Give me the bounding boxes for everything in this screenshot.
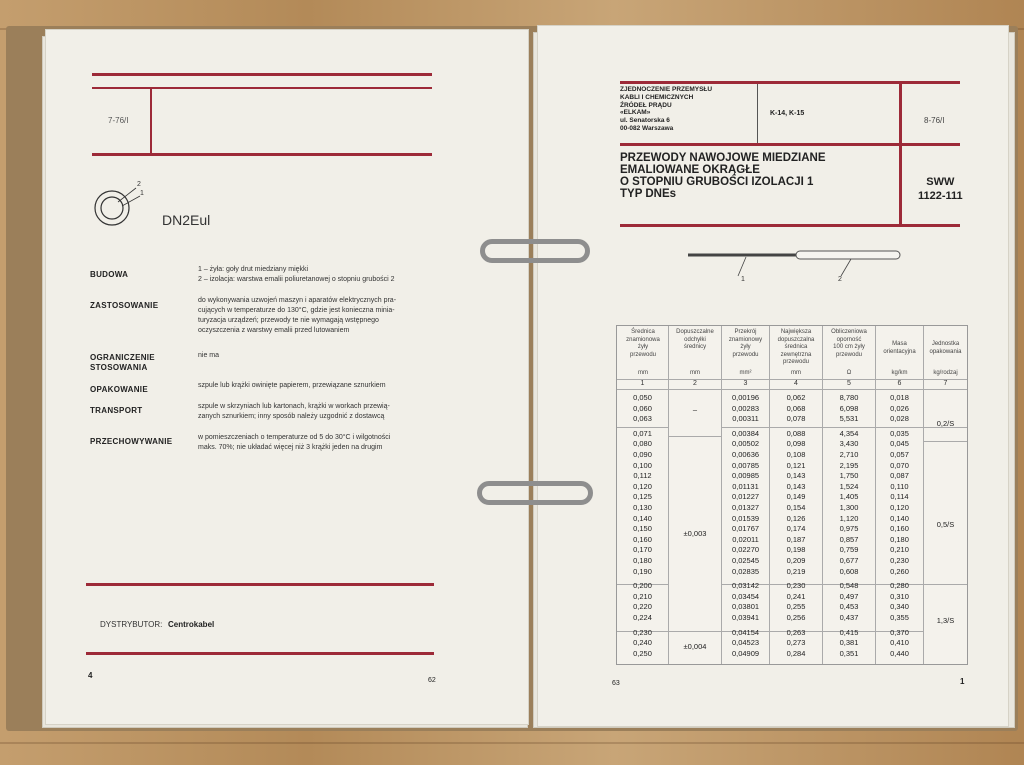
table-cell: 0,02011 bbox=[732, 534, 759, 544]
diagram-label-1: 1 bbox=[140, 190, 144, 197]
wire-label-2: 2 bbox=[838, 276, 842, 283]
table-cell: 0,453 bbox=[839, 602, 859, 612]
table-cell: 0,050 bbox=[633, 393, 652, 402]
table-cell: 0,00785 bbox=[731, 460, 760, 470]
table-cell: 0,03941 bbox=[731, 613, 760, 622]
product-code: DN2Eul bbox=[162, 212, 211, 228]
header-divider-1 bbox=[757, 84, 758, 144]
unit-2: mm bbox=[690, 370, 700, 376]
section-label-transport: TRANSPORT bbox=[90, 406, 143, 415]
standard-code: SWW 1122-111 bbox=[918, 176, 963, 202]
table-cell: 0,209 bbox=[786, 556, 806, 565]
table-cell: 0,256 bbox=[786, 613, 806, 622]
table-cell: 0,280 bbox=[890, 581, 909, 591]
table-cell: 0,370 bbox=[890, 627, 909, 637]
table-cell: 0,126 bbox=[786, 513, 806, 523]
section-label-ograniczenie: OGRANICZENIE STOSOWANIA bbox=[90, 353, 155, 372]
table-cell: 0,170 bbox=[633, 545, 652, 555]
table-cell: 0,340 bbox=[890, 602, 909, 612]
colnum-2: 2 bbox=[693, 380, 697, 387]
table-cell: 0,063 bbox=[633, 414, 652, 424]
table-cell: 0,160 bbox=[890, 524, 909, 534]
table-cell: 0,230 bbox=[633, 627, 652, 637]
table-cell: 0,035 bbox=[890, 428, 909, 438]
table-cell: 0,180 bbox=[633, 556, 652, 565]
table-header-5: Obliczeniowa oporność 100 cm żyły przewodu bbox=[831, 329, 867, 358]
table-cell: 1,300 bbox=[839, 503, 859, 512]
table-cell: 0,00985 bbox=[731, 471, 760, 481]
table-cell: 0,01539 bbox=[731, 513, 760, 523]
table-cell: 0,057 bbox=[890, 450, 909, 459]
tolerance-group-1: – bbox=[692, 405, 698, 414]
header-divider-2 bbox=[899, 84, 902, 226]
section-text-ograniczenie: nie ma bbox=[198, 352, 220, 359]
table-cell: 0,112 bbox=[633, 471, 652, 481]
colnum-5: 5 bbox=[847, 380, 851, 387]
table-cell: 1,405 bbox=[839, 492, 859, 502]
table-header-2: Dopuszczalne odchyłki średnicy bbox=[676, 329, 714, 350]
diagram-label-2: 2 bbox=[137, 181, 141, 188]
table-cell: 0,071 bbox=[633, 428, 652, 438]
table-cell: 0,210 bbox=[890, 545, 909, 555]
colnum-7: 7 bbox=[943, 380, 948, 387]
table-cell: 0,00311 bbox=[732, 414, 759, 424]
table-cell: 0,060 bbox=[633, 403, 652, 413]
unit-6: kg/km bbox=[891, 370, 908, 376]
table-cell: 0,220 bbox=[633, 602, 652, 612]
table-cell: 0,260 bbox=[890, 566, 909, 576]
table-cell: 0,548 bbox=[839, 581, 859, 591]
table-cell: 1,524 bbox=[839, 481, 859, 491]
section-label-budowa: BUDOWA bbox=[90, 270, 129, 279]
table-cell: 3,430 bbox=[839, 439, 859, 449]
header-rule-second bbox=[92, 87, 432, 89]
table-cell: 0,028 bbox=[890, 414, 909, 424]
table-cell: 0,140 bbox=[890, 513, 909, 523]
unit-3: mm² bbox=[739, 370, 752, 376]
package-group-1: 0,2/S bbox=[936, 419, 955, 428]
table-cell: 2,195 bbox=[839, 460, 859, 470]
table-cell: 0,140 bbox=[633, 513, 652, 523]
table-cell: 0,04523 bbox=[731, 638, 760, 648]
table-cell: 0,03142 bbox=[731, 581, 760, 591]
table-cell: 0,02545 bbox=[731, 556, 760, 565]
table-header-3: Przekrój znamionowy żyły przewodu bbox=[728, 329, 763, 358]
table-cell: 1,750 bbox=[839, 471, 859, 481]
table-header-4: Największa dopuszczalna średnica zewnętrzna przewodu bbox=[777, 329, 815, 365]
table-cell: 0,01131 bbox=[732, 481, 759, 491]
header-rule-top bbox=[92, 73, 432, 76]
table-cell: 0,110 bbox=[890, 481, 909, 491]
table-cell: 6,098 bbox=[839, 403, 859, 413]
table-cell: 0,00384 bbox=[731, 428, 760, 438]
distributor-name: Centrokabel bbox=[168, 620, 215, 629]
table-cell: 0,351 bbox=[839, 648, 859, 658]
table-cell: 0,130 bbox=[633, 503, 652, 512]
table-cell: 0,255 bbox=[786, 602, 806, 612]
section-text-budowa: 1 – żyła: goły drut miedziany miękki 2 – izolacja: warstwa emalii poliuretanowej o stopniu grubości 2 bbox=[198, 266, 395, 283]
colnum-1: 1 bbox=[640, 380, 645, 387]
package-group-3: 1,3/S bbox=[936, 616, 955, 625]
table-cell: 0,230 bbox=[890, 556, 909, 565]
table-cell: 0,04154 bbox=[731, 627, 760, 637]
table-cell: 0,088 bbox=[786, 428, 806, 438]
table-cell: 0,180 bbox=[890, 534, 909, 544]
table-cell: 1,120 bbox=[839, 513, 859, 523]
table-cell: 0,02835 bbox=[731, 566, 760, 576]
table-cell: 0,224 bbox=[633, 613, 652, 622]
section-label-zastosowanie: ZASTOSOWANIE bbox=[90, 301, 159, 310]
section-text-transport: szpule w skrzyniach lub kartonach, krążki w workach przewią- zanych sznurkiem; inny sposób należy uzgodnić z dostawcą bbox=[198, 403, 390, 420]
table-cell: 0,04909 bbox=[731, 648, 760, 658]
wire-label-1: 1 bbox=[741, 276, 745, 283]
table-cell: 0,154 bbox=[786, 503, 806, 512]
table-cell: 0,200 bbox=[633, 581, 652, 591]
package-group-2: 0,5/S bbox=[936, 520, 955, 529]
unit-1: mm bbox=[638, 370, 648, 376]
table-cell: 0,857 bbox=[839, 534, 859, 544]
table-cell: 0,026 bbox=[890, 403, 909, 413]
unit-5: Ω bbox=[846, 370, 852, 376]
table-cell: 5,531 bbox=[839, 414, 859, 424]
tolerance-group-3: ±0,004 bbox=[683, 642, 707, 651]
table-cell: 0,087 bbox=[890, 471, 909, 481]
table-cell: 0,415 bbox=[839, 627, 859, 637]
spec-table bbox=[616, 325, 968, 665]
header-rule-bottom bbox=[92, 153, 432, 156]
binder-ring-top bbox=[480, 239, 590, 263]
colnum-6: 6 bbox=[897, 380, 902, 387]
table-cell: 0,219 bbox=[786, 566, 806, 576]
table-cell: 8,780 bbox=[839, 393, 859, 402]
table-cell: 0,01327 bbox=[731, 503, 760, 512]
table-cell: 0,068 bbox=[786, 403, 806, 413]
section-text-przechowywanie: w pomieszczeniach o temperaturze od 5 do 30°C i wilgotności maks. 70%; nie układać więcej niż 3 krążki jeden na drugim bbox=[198, 434, 391, 451]
wire-illustration bbox=[686, 246, 906, 286]
section-text-opakowanie: szpule lub krążki owinięte papierem, przewiązane sznurkiem bbox=[198, 382, 386, 389]
table-cell: 0,078 bbox=[786, 414, 806, 424]
unit-4: mm bbox=[791, 370, 801, 376]
table-cell: 0,098 bbox=[786, 439, 806, 449]
table-cell: 0,263 bbox=[786, 627, 806, 637]
left-header-code: 7-76/I bbox=[108, 116, 129, 125]
table-cell: 0,00283 bbox=[731, 403, 760, 413]
table-cell: 0,01767 bbox=[731, 524, 760, 534]
table-cell: 0,310 bbox=[890, 591, 909, 601]
right-page-number-outer: 1 bbox=[960, 677, 965, 686]
table-cell: 0,108 bbox=[786, 450, 806, 459]
left-page-number-inner: 62 bbox=[428, 677, 436, 684]
table-cell: 0,210 bbox=[633, 591, 652, 601]
cross-section-diagram bbox=[90, 176, 150, 232]
document-title: PRZEWODY NAWOJOWE MIEDZIANE EMALIOWANE OKRĄGŁE O STOPNIU GRUBOŚCI IZOLACJI 1 TYP DNEs bbox=[620, 152, 826, 200]
table-cell: 0,284 bbox=[786, 648, 806, 658]
right-header-rule-top bbox=[620, 81, 960, 84]
table-cell: 0,120 bbox=[633, 481, 652, 491]
table-cell: 0,149 bbox=[786, 492, 806, 502]
table-cell: 0,00196 bbox=[731, 393, 760, 402]
section-label-opakowanie: OPAKOWANIE bbox=[90, 385, 148, 394]
table-cell: 0,759 bbox=[839, 545, 859, 555]
table-cell: 0,410 bbox=[890, 638, 909, 648]
table-header-7: Jednostka opakowania bbox=[929, 341, 962, 355]
table-cell: 0,608 bbox=[839, 566, 859, 576]
right-header-rule-mid bbox=[620, 143, 960, 146]
header-divider bbox=[150, 87, 152, 155]
section-text-zastosowanie: do wykonywania uzwojeń maszyn i aparatów elektrycznych pra- cujących w temperaturze do 130°C, gdzie jest konieczna minia- turyzacja urządzeń; przewody te nie wymagają wstępnego oczyszczenia z warstwy emalii przed lutowaniem bbox=[198, 297, 397, 334]
right-header-rule-bottom bbox=[620, 224, 960, 227]
unit-7: kg/rodzaj bbox=[933, 370, 958, 376]
right-header-code: 8-76/I bbox=[924, 116, 945, 125]
table-cell: 0,677 bbox=[839, 556, 859, 565]
table-cell: 0,080 bbox=[633, 439, 652, 449]
section-label-przechowywanie: PRZECHOWYWANIE bbox=[90, 437, 173, 446]
table-cell: 0,02270 bbox=[731, 545, 760, 555]
distributor-label: DYSTRYBUTOR: bbox=[100, 620, 163, 629]
table-cell: 0,120 bbox=[890, 503, 909, 512]
table-cell: 4,354 bbox=[839, 428, 859, 438]
table-header-6: Masa orientacyjna bbox=[883, 341, 916, 355]
table-cell: 0,230 bbox=[786, 581, 806, 591]
table-cell: 0,00502 bbox=[731, 439, 760, 449]
table-cell: 0,143 bbox=[786, 481, 806, 491]
table-cell: 0,070 bbox=[890, 460, 909, 470]
catalog-ref: K-14, K-15 bbox=[770, 110, 805, 117]
publisher-block: ZJEDNOCZENIE PRZEMYSŁU KABLI I CHEMICZNYCH ŹRÓDEŁ PRĄDU «ELKAM» ul. Senatorska 6 00-082 Warszawa bbox=[620, 86, 713, 132]
table-cell: 0,174 bbox=[786, 524, 806, 534]
table-cell: 0,125 bbox=[633, 492, 652, 502]
binder-ring-bottom bbox=[477, 481, 593, 505]
table-cell: 0,150 bbox=[633, 524, 652, 534]
tolerance-group-2: ±0,003 bbox=[683, 529, 707, 538]
table-cell: 2,710 bbox=[839, 450, 859, 459]
table-cell: 0,440 bbox=[890, 648, 909, 658]
table-cell: 0,187 bbox=[786, 534, 806, 544]
table-cell: 0,190 bbox=[633, 566, 652, 576]
table-cell: 0,160 bbox=[633, 534, 652, 544]
table-cell: 0,355 bbox=[890, 613, 909, 622]
colnum-4: 4 bbox=[794, 380, 798, 387]
right-page-number-inner: 63 bbox=[612, 680, 620, 687]
table-cell: 0,100 bbox=[633, 460, 652, 470]
table-header-1: Średnica znamionowa żyły przewodu bbox=[626, 329, 660, 358]
table-cell: 0,121 bbox=[786, 460, 806, 470]
table-cell: 0,273 bbox=[786, 638, 806, 648]
table-cell: 0,045 bbox=[890, 439, 909, 449]
table-cell: 0,437 bbox=[839, 613, 859, 622]
table-cell: 0,240 bbox=[633, 638, 652, 648]
colnum-3: 3 bbox=[743, 380, 748, 387]
footer-rule-bottom bbox=[86, 652, 434, 655]
table-cell: 0,198 bbox=[786, 545, 806, 555]
table-cell: 0,381 bbox=[839, 638, 859, 648]
table-cell: 0,143 bbox=[786, 471, 806, 481]
table-cell: 0,018 bbox=[890, 393, 909, 402]
table-cell: 0,241 bbox=[786, 591, 806, 601]
table-cell: 0,03801 bbox=[731, 602, 760, 612]
table-cell: 0,01227 bbox=[731, 492, 760, 502]
table-cell: 0,090 bbox=[633, 450, 652, 459]
footer-rule-top bbox=[86, 583, 434, 586]
table-cell: 0,114 bbox=[890, 492, 909, 502]
table-cell: 0,03454 bbox=[731, 591, 760, 601]
table-cell: 0,975 bbox=[839, 524, 859, 534]
left-page-number-outer: 4 bbox=[88, 671, 93, 680]
table-cell: 0,497 bbox=[839, 591, 859, 601]
table-cell: 0,062 bbox=[786, 393, 806, 402]
table-cell: 0,00636 bbox=[731, 450, 760, 459]
table-cell: 0,250 bbox=[633, 648, 652, 658]
